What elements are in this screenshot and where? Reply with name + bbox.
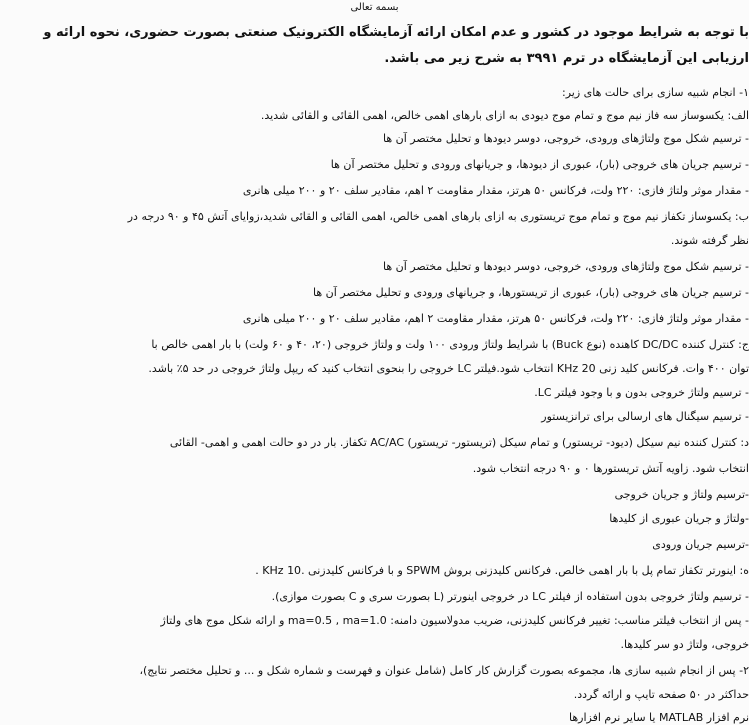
part-d-bullet-3: -ترسیم جریان ورودی	[652, 538, 749, 551]
part-c-title-1: ج: کنترل کننده DC/DC کاهنده (نوع Buck) با شرایط ولتاژ ورودی ۱۰۰ ولت و ولتاژ خروجی (۲۰، ۴۰ و ۶۰ ولت) با بار اهمی خالص با	[151, 338, 749, 351]
part-b-bullet-2: - ترسیم جریان های خروجی (بار)، عبوری از تریستورها، و جریانهای ورودی و تحلیل مختصر آن ها	[312, 286, 749, 299]
part-c-bullet-1: - ترسیم ولتاژ خروجی بدون و با وجود فیلتر LC.	[534, 386, 749, 399]
cut-off-line: نرم افزار MATLAB یا سایر نرم افزارها	[569, 711, 749, 724]
intro-line-2: ارزیابی این آزمایشگاه در ترم ۳۹۹۱ به شرح زیر می باشد.	[384, 51, 749, 66]
part-e-bullet-1: - ترسیم ولتاژ خروجی بدون استفاده از فیلتر LC در خروجی اینورتر (L بصورت سری و C بصورت موازی).	[271, 590, 749, 603]
intro-line-1: با توجه به شرایط موجود در کشور و عدم امکان ارائه آزمایشگاه الکترونیک صنعتی بصورت حضوری، نحوه ارائه و	[43, 25, 749, 40]
part-b-bullet-1: - ترسیم شکل موج ولتاژهای ورودی، خروجی، دوسر دیودها و تحلیل مختصر آن ها	[383, 260, 749, 273]
part-e-title: ه: اینورتر تکفاز تمام پل با بار اهمی خالص. فرکانس کلیدزنی بروش SPWM و با فرکانس کلیدزنی .10 KHz .	[255, 564, 749, 577]
part-e-bullet-2-line-1: - پس از انتخاب فیلتر مناسب: تغییر فرکانس کلیدزنی، ضریب مدولاسیون دامنه: ma=0.5 , ma=1.0 و ارائه شکل موج های ولتاژ	[160, 614, 749, 627]
part-c-bullet-2: - ترسیم سیگنال های ارسالی برای ترانزیستور	[541, 410, 749, 423]
part-d-title-1: د: کنترل کننده نیم سیکل (دیود- تریستور) و تمام سیکل (تریستور- تریستور) AC/AC تکفاز. بار در دو حالت اهمی و اهمی- القائی	[169, 436, 749, 449]
part-e-bullet-2-line-2: خروجی، ولتاژ دو سر کلیدها.	[620, 638, 749, 651]
part-a-bullet-1: - ترسیم شکل موج ولتاژهای ورودی، خروجی، دوسر دیودها و تحلیل مختصر آن ها	[383, 132, 749, 145]
section-1-title: ۱- انجام شبیه سازی برای حالت های زیر:	[561, 86, 749, 99]
part-d-bullet-2: -ولتاژ و جریان عبوری از کلیدها	[609, 512, 749, 525]
part-a-title: الف: یکسوساز سه فاز نیم موج و تمام موج دیودی به ازای بارهای اهمی خالص، اهمی القائی و القائی شدید.	[260, 109, 749, 122]
part-b-title-2: نظر گرفته شوند.	[670, 234, 749, 247]
part-b-title-1: ب: یکسوساز تکفاز نیم موج و تمام موج تریستوری به ازای بارهای اهمی خالص، اهمی القائی و القائی شدید،زوایای آتش ۴۵ و ۹۰ درجه در	[127, 210, 749, 223]
section-2-line-2: حداکثر در ۵۰ صفحه تایپ و ارائه گردد.	[573, 688, 749, 701]
part-a-bullet-3: - مقدار موثر ولتاژ فازی: ۲۲۰ ولت، فرکانس ۵۰ هرتز، مقدار مقاومت ۲ اهم، مقادیر سلف ۲۰ و ۲۰۰ میلی هانری	[242, 184, 749, 197]
part-d-bullet-1: -ترسیم ولتاژ و جریان خروجی	[614, 488, 749, 501]
part-a-bullet-2: - ترسیم جریان های خروجی (بار)، عبوری از دیودها، و جریانهای ورودی و تحلیل مختصر آن ها	[330, 158, 749, 171]
part-c-title-2: توان ۴۰۰ وات. فرکانس کلید زنی 20 KHz انتخاب شود.فیلتر LC خروجی را بنحوی انتخاب کنید که ریپل ولتاژ خروجی در حد ۵٪ باشد.	[148, 362, 749, 375]
part-d-title-2: انتخاب شود. زاویه آتش تریستورها ۰ و ۹۰ درجه انتخاب شود.	[472, 462, 749, 475]
section-2-line-1: ۲- پس از انجام شبیه سازی ها، مجموعه بصورت گزارش کار کامل (شامل عنوان و فهرست و شماره شکل و ... و تحلیل مختصر نتایج)،	[139, 664, 749, 677]
part-b-bullet-3: - مقدار موثر ولتاژ فازی: ۲۲۰ ولت، فرکانس ۵۰ هرتز، مقدار مقاومت ۲ اهم، مقادیر سلف ۲۰ و ۲۰۰ میلی هانری	[242, 312, 749, 325]
bismillah: بسمه تعالی	[350, 2, 399, 13]
